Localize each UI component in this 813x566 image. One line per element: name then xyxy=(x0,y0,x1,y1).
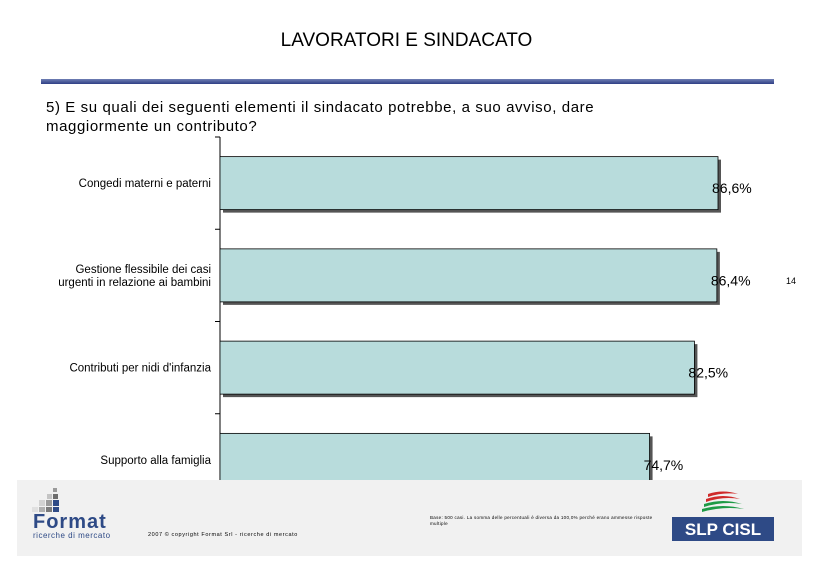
format-logo-tagline: ricerche di mercato xyxy=(33,531,111,540)
chart-axis xyxy=(215,137,220,506)
chart-bars xyxy=(220,157,721,490)
bar xyxy=(220,157,718,210)
slp-cisl-text: SLP CISL xyxy=(684,520,762,539)
slp-cisl-flag-icon xyxy=(702,492,744,513)
question-text: 5) E su quali dei seguenti elementi il sindacato potrebbe, a suo avviso, dare maggiormente un contributo? xyxy=(46,99,595,135)
category-label: Supporto alla famiglia xyxy=(100,454,211,467)
bar-value-label: 82,5% xyxy=(688,364,729,381)
category-label: Congedi materni e paterni xyxy=(78,178,211,191)
category-label: Gestione flessibile dei casi urgenti in relazione ai bambini xyxy=(58,263,211,289)
bar-value-label: 86,4% xyxy=(710,272,751,289)
bar xyxy=(220,341,694,394)
page-title: LAVORATORI E SINDACATO xyxy=(280,30,533,51)
format-logo xyxy=(31,486,161,548)
chart-labels xyxy=(58,178,752,473)
copyright-text: 2007 © copyright Format Srl - ricerche di mercato xyxy=(148,532,298,538)
slp-cisl-logo xyxy=(668,488,778,548)
base-note: Base: 500 casi. La somma delle percentuali è diversa da 100,0% perché erano ammesse risposte multiple xyxy=(430,515,653,526)
bar xyxy=(220,433,650,486)
format-logo-squares-icon xyxy=(32,488,59,512)
bar xyxy=(220,249,717,302)
bar-value-label: 74,7% xyxy=(643,456,684,473)
category-label: Contributi per nidi d'infanzia xyxy=(69,362,211,375)
page-number: 14 xyxy=(786,276,797,286)
format-logo-brand: Format xyxy=(33,511,107,533)
bar-value-label: 86,6% xyxy=(712,180,752,197)
